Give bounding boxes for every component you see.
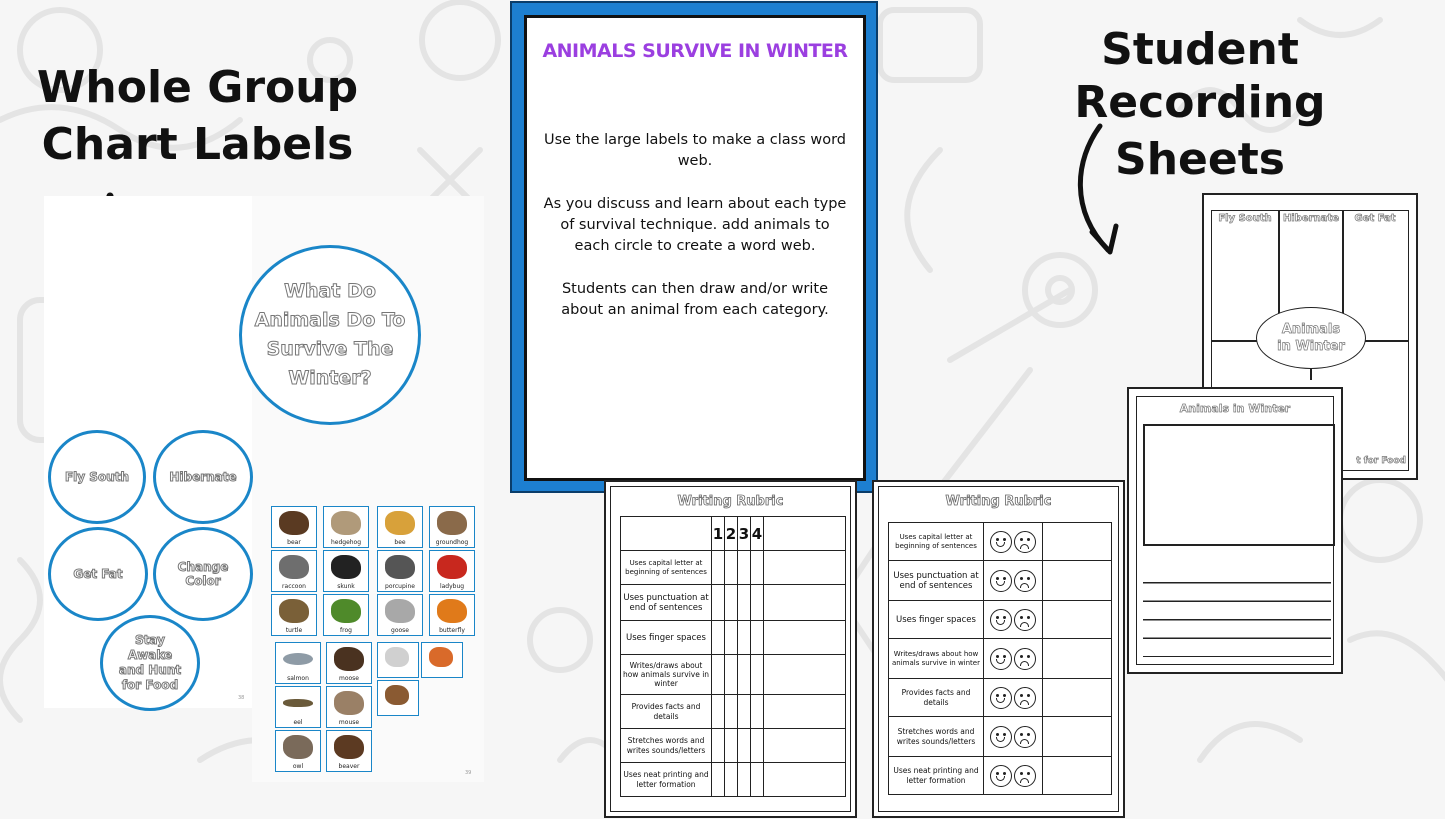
face-cell	[984, 757, 1043, 795]
rubric-criterion: Uses finger spaces	[621, 621, 712, 655]
animal-card	[377, 506, 423, 548]
web-column-label: Hibernate	[1282, 213, 1340, 224]
animal-card	[271, 506, 317, 548]
animal-card	[421, 642, 463, 678]
animal-label: raccoon	[282, 583, 306, 590]
face-cell	[984, 523, 1043, 561]
hare-image	[385, 647, 409, 667]
animal-card	[326, 686, 372, 728]
writing-lines	[1143, 565, 1331, 657]
sad-face-icon	[1014, 687, 1036, 709]
animal-label: bear	[287, 539, 301, 546]
page-number-right: 39	[465, 770, 472, 776]
writing-rubric-numbers	[604, 480, 857, 818]
writing-rubric-faces	[872, 480, 1125, 818]
animal-card	[429, 506, 475, 548]
page-number-left: 38	[238, 695, 245, 701]
animal-card	[429, 594, 475, 636]
face-cell	[984, 561, 1043, 601]
heading-right-line2: Sheets	[1115, 133, 1285, 185]
animal-label: turtle	[285, 627, 303, 634]
sad-face-icon	[1014, 570, 1036, 592]
porcupine-image	[385, 555, 415, 579]
rubric-title: Writing Rubric	[945, 494, 1052, 509]
happy-face-icon	[990, 648, 1012, 670]
animal-label: ladybug	[439, 583, 465, 590]
rubric-criterion: Provides facts and details	[889, 679, 984, 717]
face-cell	[984, 639, 1043, 679]
sad-face-icon	[1014, 648, 1036, 670]
rubric-criterion: Uses neat printing and letter formation	[621, 763, 712, 797]
sad-face-icon	[1014, 609, 1036, 631]
rubric-face-table	[888, 522, 1112, 795]
instruction-paragraph-3: Students can then draw and/or write about an animal from each category.	[561, 281, 829, 318]
animal-card	[326, 730, 372, 772]
rubric-table	[620, 516, 846, 797]
animal-card	[275, 642, 321, 684]
recording-sheet-animals-in-winter	[1127, 387, 1343, 674]
frog-image	[331, 599, 361, 623]
animal-card	[323, 506, 369, 548]
instruction-title: ANIMALS SURVIVE IN WINTER	[542, 40, 848, 62]
score-header: 4	[751, 517, 764, 551]
animal-label: hedgehog	[330, 539, 362, 546]
rubric-criterion: Uses punctuation at end of sentences	[889, 561, 984, 601]
butterfly-image	[437, 599, 467, 623]
animal-card	[323, 594, 369, 636]
animal-label: butterfly	[439, 627, 465, 634]
mouse-image	[334, 691, 364, 715]
web-center-label: Animals in Winter	[1277, 322, 1345, 354]
turtle-image	[279, 599, 309, 623]
animal-label: porcupine	[385, 583, 415, 590]
rubric-criterion: Uses capital letter at beginning of sentences	[889, 523, 984, 561]
skunk-image	[331, 555, 361, 579]
rubric-criterion: Writes/draws about how animals survive in winter	[889, 639, 984, 679]
animal-card	[326, 642, 372, 684]
sad-face-icon	[1014, 531, 1036, 553]
beaver-image	[334, 735, 364, 759]
happy-face-icon	[990, 765, 1012, 787]
instruction-paragraph-2: As you discuss and learn about each type of survival technique. add animals to each circle to create a word web.	[543, 196, 847, 254]
animal-card	[271, 594, 317, 636]
animal-label: bee	[394, 539, 406, 546]
animal-label: skunk	[337, 583, 355, 590]
deer-image	[385, 685, 409, 705]
category-stay-awake	[100, 615, 200, 711]
category-label: Change Color	[177, 560, 229, 588]
main-question-circle	[239, 245, 421, 425]
bee-image	[385, 511, 415, 535]
animal-card	[377, 594, 423, 636]
rubric-corner-cell	[621, 517, 712, 551]
category-label: Fly South	[64, 470, 130, 484]
bear-image	[279, 511, 309, 535]
heading-left-line2: Chart Labels	[41, 118, 354, 170]
animal-label: groundhog	[435, 539, 469, 546]
right-arrow-icon	[1070, 120, 1130, 260]
rubric-title: Writing Rubric	[677, 494, 784, 509]
score-header: 3	[738, 517, 751, 551]
happy-face-icon	[990, 726, 1012, 748]
animal-card	[429, 550, 475, 592]
hedgehog-image	[331, 511, 361, 535]
happy-face-icon	[990, 687, 1012, 709]
heading-chart-labels	[30, 62, 365, 172]
owl-image	[283, 735, 313, 759]
rubric-criterion: Uses punctuation at end of sentences	[621, 585, 712, 621]
face-cell	[984, 717, 1043, 757]
animal-card	[275, 730, 321, 772]
animal-card	[275, 686, 321, 728]
sad-face-icon	[1014, 765, 1036, 787]
moose-image	[334, 647, 364, 671]
happy-face-icon	[990, 531, 1012, 553]
happy-face-icon	[990, 570, 1012, 592]
rubric-criterion: Uses neat printing and letter formation	[889, 757, 984, 795]
rubric-criterion: Stretches words and writes sounds/letters	[621, 729, 712, 763]
web-column-label: Fly South	[1218, 213, 1272, 224]
web-center-oval	[1256, 307, 1366, 369]
score-header: 1	[712, 517, 725, 551]
category-change-color	[153, 527, 253, 621]
category-label: Stay Awake and Hunt for Food	[118, 633, 182, 692]
category-label: Hibernate	[169, 470, 237, 484]
instruction-sheet	[524, 15, 866, 481]
instruction-paragraph-1: Use the large labels to make a class word web.	[543, 132, 846, 169]
category-label: Get Fat	[73, 567, 123, 581]
animal-label: owl	[292, 763, 304, 770]
face-cell	[984, 601, 1043, 639]
rubric-criterion: Uses capital letter at beginning of sentences	[621, 551, 712, 585]
fox-image	[429, 647, 453, 667]
web-bottom-partial-label: t for Food	[1356, 456, 1406, 466]
animal-label: eel	[293, 719, 303, 726]
category-get-fat	[48, 527, 148, 621]
score-header: 2	[725, 517, 738, 551]
main-question-text: What Do Animals Do To Survive The Winter?	[254, 280, 406, 389]
goose-image	[385, 599, 415, 623]
animal-label: goose	[391, 627, 409, 634]
animal-card	[377, 680, 419, 716]
heading-right-line1: Student Recording	[1074, 24, 1326, 128]
drawing-box	[1143, 424, 1335, 546]
face-cell	[984, 679, 1043, 717]
animal-label: moose	[338, 675, 359, 682]
heading-recording-sheets	[980, 24, 1420, 186]
raccoon-image	[279, 555, 309, 579]
rubric-criterion: Uses finger spaces	[889, 601, 984, 639]
category-hibernate	[153, 430, 253, 524]
animal-label: salmon	[287, 675, 309, 682]
category-fly-south	[48, 430, 146, 524]
groundhog-image	[437, 511, 467, 535]
sheet-title: Animals in Winter	[1179, 402, 1291, 415]
rubric-criterion: Provides facts and details	[621, 695, 712, 729]
ladybug-image	[437, 555, 467, 579]
eel-image	[283, 699, 313, 707]
happy-face-icon	[990, 609, 1012, 631]
rubric-empty-cell	[764, 517, 846, 551]
web-column-label: Get Fat	[1354, 213, 1396, 224]
heading-left-line1: Whole Group	[36, 62, 359, 113]
salmon-image	[283, 653, 313, 665]
sad-face-icon	[1014, 726, 1036, 748]
animal-label: mouse	[338, 719, 360, 726]
animal-label: beaver	[338, 763, 360, 770]
rubric-criterion: Stretches words and writes sounds/letters	[889, 717, 984, 757]
animal-card	[271, 550, 317, 592]
animal-card	[377, 642, 419, 678]
animal-label: frog	[340, 627, 352, 634]
animal-card	[377, 550, 423, 592]
animal-card	[323, 550, 369, 592]
rubric-criterion: Writes/draws about how animals survive in winter	[621, 655, 712, 695]
